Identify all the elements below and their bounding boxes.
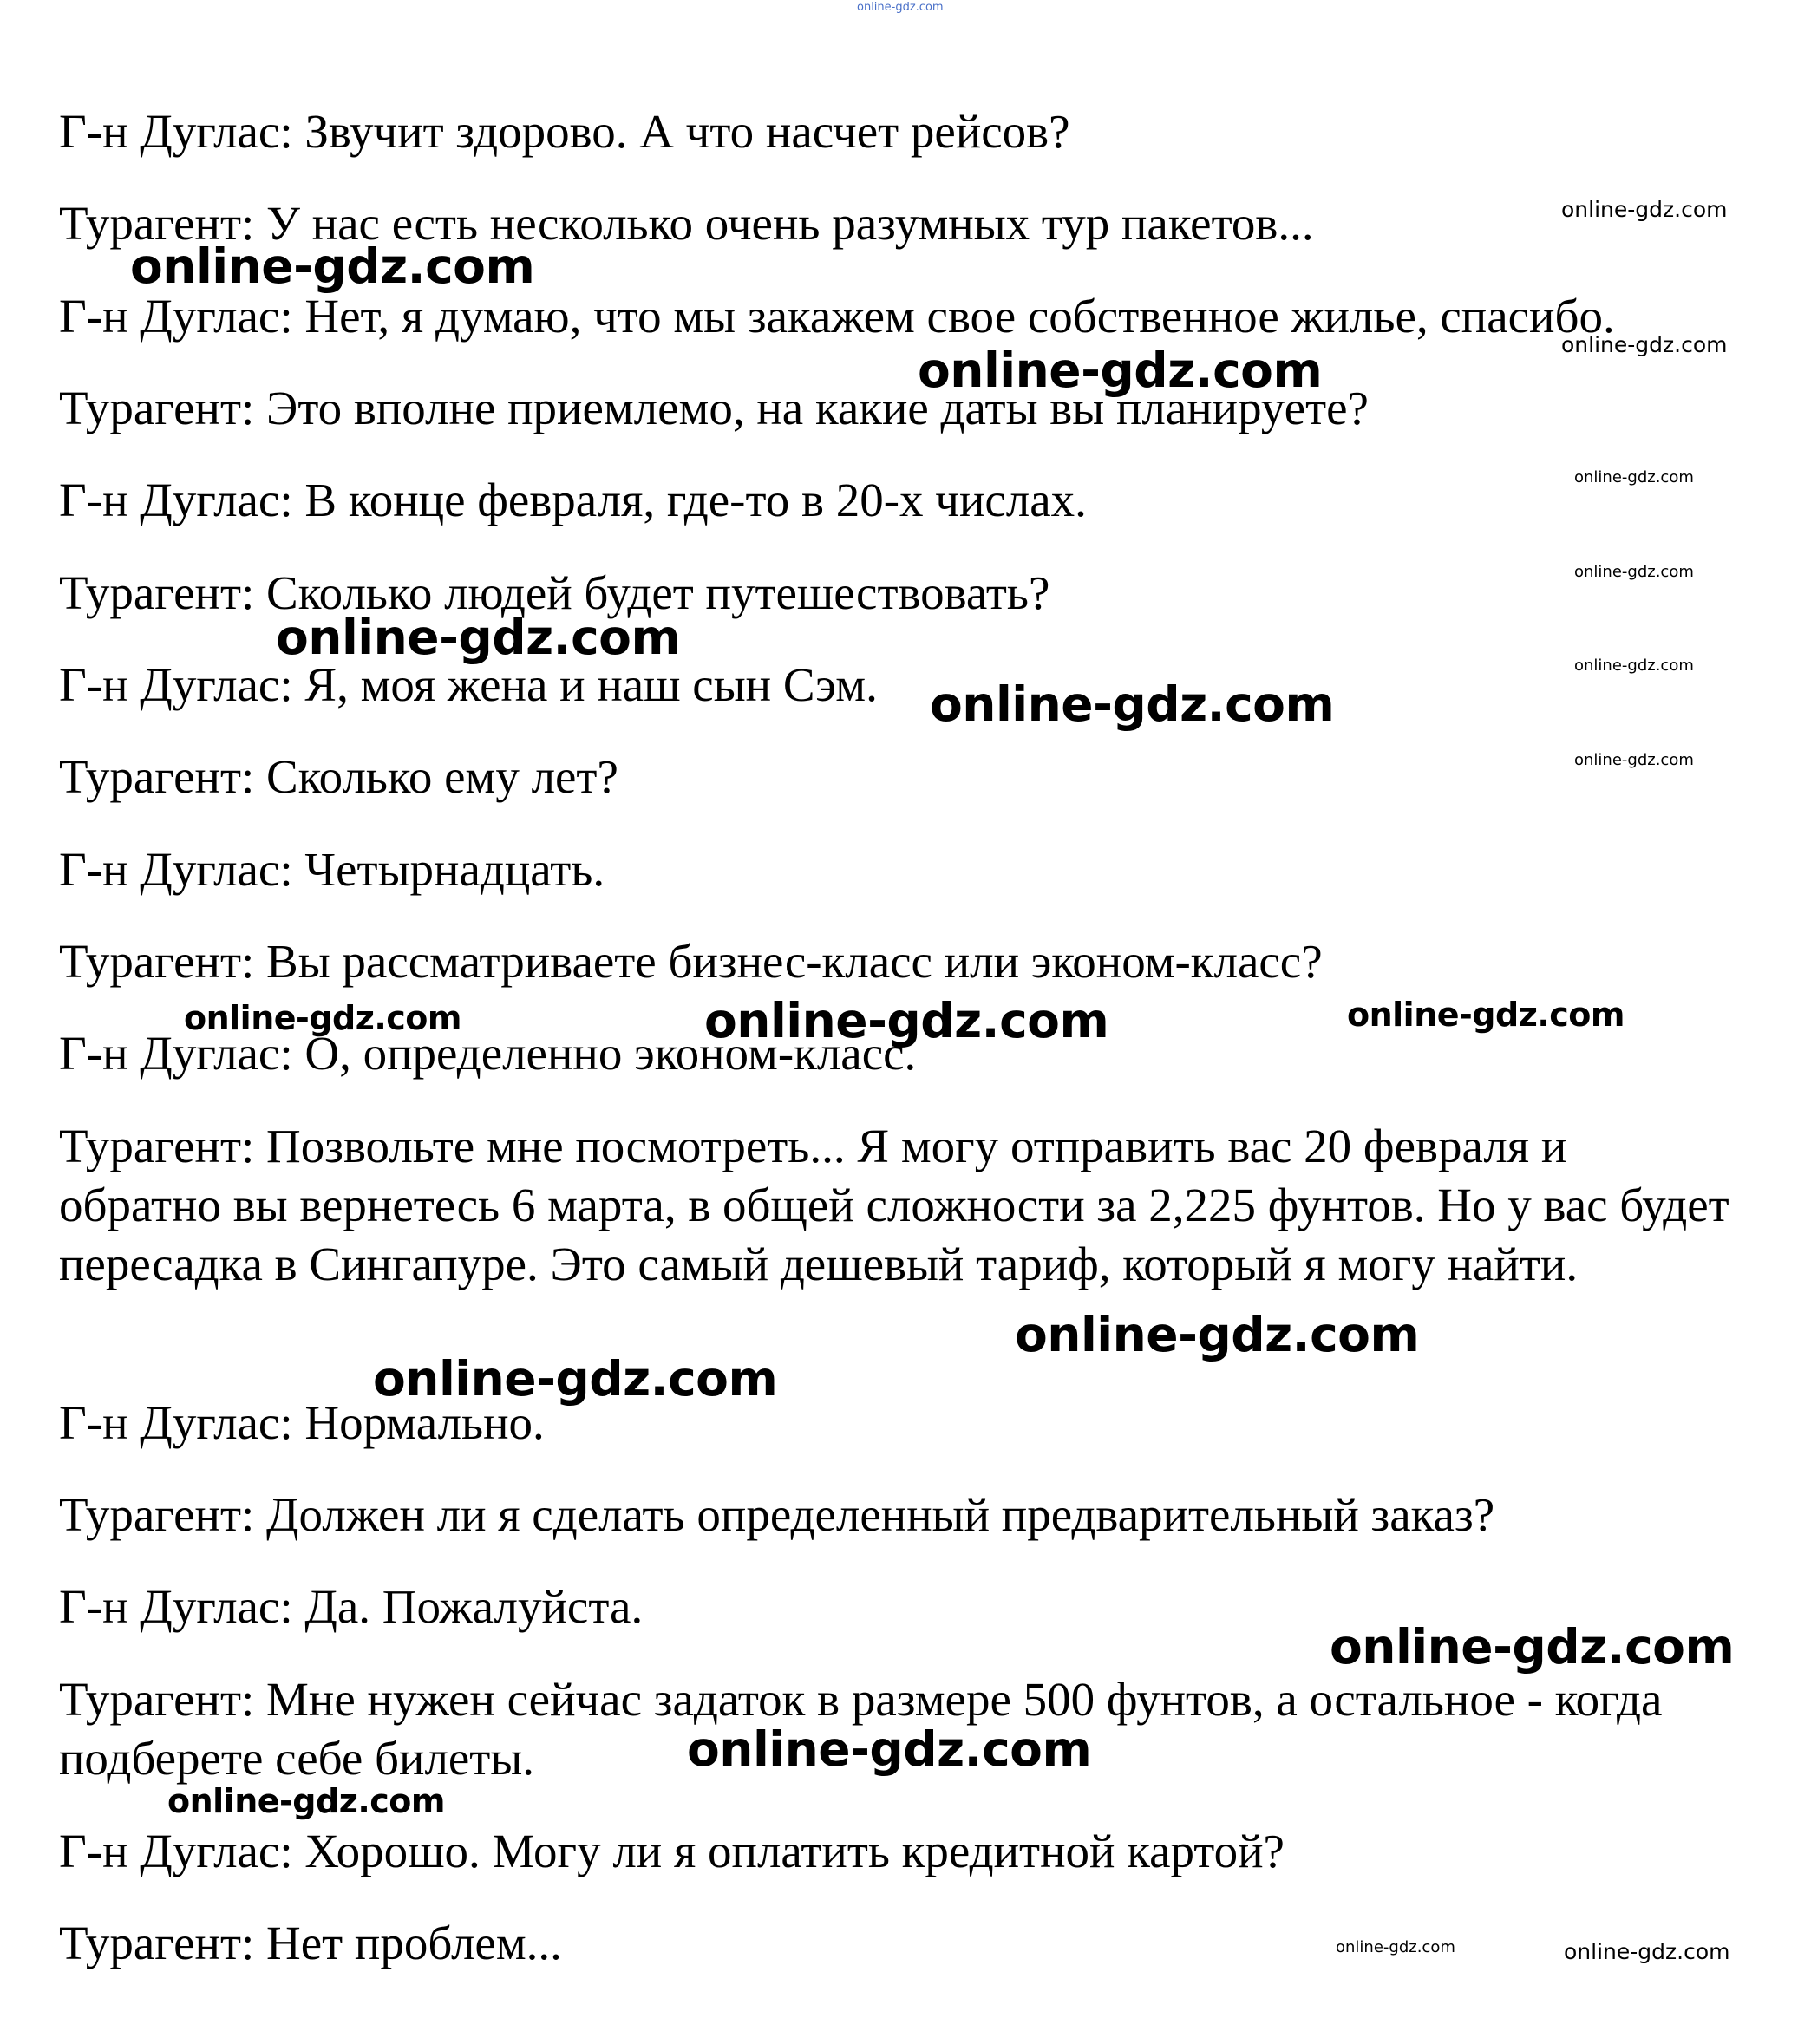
watermark: online-gdz.com — [704, 993, 1109, 1048]
dialogue-paragraph: Турагент: Мне нужен сейчас задаток в размере 500 фунтов, а остальное - когда подберете себе билеты. — [59, 1673, 1663, 1785]
dialogue-line: Турагент: У нас есть несколько очень разумных тур пакетов... — [59, 197, 1314, 250]
watermark: online-gdz.com — [1330, 1619, 1735, 1675]
watermark: online-gdz.com — [1574, 751, 1694, 769]
dialogue-line: Г-н Дуглас: Да. Пожалуйста. — [59, 1580, 644, 1633]
watermark: online-gdz.com — [1347, 996, 1625, 1034]
watermark: online-gdz.com — [130, 238, 535, 294]
watermark: online-gdz.com — [184, 999, 461, 1037]
dialogue-line: Г-н Дуглас: Звучит здорово. А что насчет рейсов? — [59, 105, 1070, 158]
dialogue-line: Г-н Дуглас: Я, моя жена и наш сын Сэм. — [59, 658, 878, 711]
dialogue-line: Турагент: Вы рассматриваете бизнес-класс или эконом-класс? — [59, 935, 1323, 988]
dialogue-line: Г-н Дуглас: Нормально. — [59, 1396, 545, 1449]
dialogue-paragraph: Турагент: Позвольте мне посмотреть... Я могу отправить вас 20 февраля и обратно вы вернетесь 6 марта, в общей сложности за 2,225 фунтов. Но у вас будет пересадка в Сингапуре. Это самый дешевый тариф, который я могу найти. — [59, 1120, 1729, 1290]
dialogue-line: Турагент: Должен ли я сделать определенный предварительный заказ? — [59, 1488, 1495, 1541]
watermark: online-gdz.com — [1015, 1307, 1420, 1362]
watermark: online-gdz.com — [1574, 563, 1694, 581]
dialogue-line: Турагент: Сколько людей будет путешествовать? — [59, 566, 1050, 619]
dialogue-line: Турагент: Это вполне приемлемо, на какие даты вы планируете? — [59, 382, 1369, 434]
watermark: online-gdz.com — [1336, 1938, 1455, 1956]
dialogue-line: Г-н Дуглас: Хорошо. Могу ли я оплатить кредитной картой? — [59, 1825, 1285, 1877]
watermark: online-gdz.com — [687, 1721, 1092, 1777]
watermark: online-gdz.com — [167, 1782, 445, 1820]
watermark: online-gdz.com — [276, 610, 681, 665]
watermark: online-gdz.com — [930, 676, 1335, 732]
dialogue-line: Турагент: Сколько ему лет? — [59, 750, 618, 803]
dialogue-line: Турагент: Нет проблем... — [59, 1917, 562, 1969]
dialogue-line: Г-н Дуглас: В конце февраля, где-то в 20-х числах. — [59, 473, 1087, 526]
dialogue-line: Г-н Дуглас: Четырнадцать. — [59, 843, 605, 896]
header-watermark: online-gdz.com — [857, 1, 944, 14]
watermark: online-gdz.com — [1564, 1939, 1730, 1964]
dialogue-line: Г-н Дуглас: О, определенно эконом-класс. — [59, 1027, 917, 1080]
watermark: online-gdz.com — [1561, 332, 1728, 357]
dialogue-line: Г-н Дуглас: Нет, я думаю, что мы закажем свое собственное жилье, спасибо. — [59, 290, 1615, 343]
watermark: online-gdz.com — [1574, 468, 1694, 487]
watermark: online-gdz.com — [918, 343, 1323, 398]
watermark: online-gdz.com — [373, 1351, 778, 1407]
watermark: online-gdz.com — [1561, 197, 1728, 222]
watermark: online-gdz.com — [1574, 656, 1694, 675]
